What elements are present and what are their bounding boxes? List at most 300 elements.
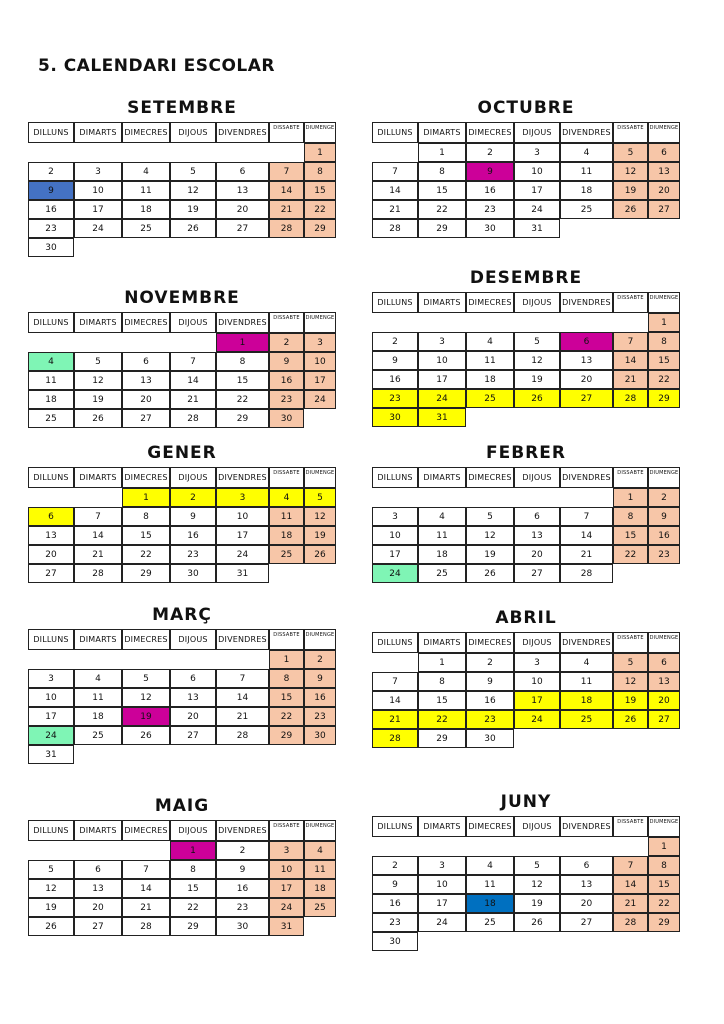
day-cell: 20 — [122, 390, 170, 409]
weekday-header: DIVENDRES — [216, 629, 269, 650]
weekday-header: DISSABTE — [613, 292, 648, 313]
day-cell: 8 — [418, 162, 466, 181]
day-cell: 20 — [560, 894, 613, 913]
day-cell: 9 — [372, 351, 418, 370]
day-cell: 31 — [28, 745, 74, 764]
weekday-header: DIUMENGE — [304, 312, 336, 333]
weekday-header: DIVENDRES — [216, 122, 269, 143]
day-cell: 3 — [418, 332, 466, 351]
day-cell: 14 — [74, 526, 122, 545]
month-name: FEBRER — [486, 443, 566, 463]
weekday-header: DIUMENGE — [648, 632, 680, 653]
weekday-header: DIMECRES — [122, 629, 170, 650]
weekday-header: DIMARTS — [418, 122, 466, 143]
day-cell: 17 — [418, 370, 466, 389]
day-cell: 18 — [418, 545, 466, 564]
weekday-header: DILLUNS — [28, 122, 74, 143]
day-cell: 9 — [170, 507, 216, 526]
day-cell: 27 — [216, 219, 269, 238]
day-cell: 15 — [613, 526, 648, 545]
weekday-header: DILLUNS — [28, 820, 74, 841]
day-cell: 9 — [372, 875, 418, 894]
day-cell: 3 — [372, 507, 418, 526]
day-cell: 29 — [648, 389, 680, 408]
day-cell: 19 — [28, 898, 74, 917]
day-cell: 26 — [74, 409, 122, 428]
day-cell: 19 — [304, 526, 336, 545]
weekday-header: DISSABTE — [613, 816, 648, 837]
day-cell: 16 — [466, 181, 514, 200]
day-cell: 8 — [170, 860, 216, 879]
day-cell: 21 — [613, 894, 648, 913]
day-cell: 5 — [613, 143, 648, 162]
day-cell: 10 — [372, 526, 418, 545]
day-cell: 28 — [216, 726, 269, 745]
day-cell: 18 — [560, 181, 613, 200]
day-cell: 7 — [372, 162, 418, 181]
day-cell: 30 — [466, 219, 514, 238]
weekday-header: DIMARTS — [74, 312, 122, 333]
day-cell: 2 — [372, 332, 418, 351]
day-cell: 23 — [28, 219, 74, 238]
month-name: MAIG — [154, 796, 210, 816]
weekday-header: DIMECRES — [122, 312, 170, 333]
day-cell: 18 — [560, 691, 613, 710]
day-cell: 17 — [74, 200, 122, 219]
weekday-header: DIMECRES — [122, 820, 170, 841]
weekday-header: DIUMENGE — [648, 816, 680, 837]
month-grid — [372, 632, 680, 748]
day-cell: 16 — [304, 688, 336, 707]
weekday-header: DIJOUS — [170, 629, 216, 650]
day-cell: 7 — [74, 507, 122, 526]
month-abril — [372, 608, 680, 748]
day-cell: 2 — [648, 488, 680, 507]
day-cell: 23 — [372, 913, 418, 932]
day-cell: 25 — [418, 564, 466, 583]
weekday-header: DISSABTE — [269, 629, 304, 650]
day-cell: 7 — [216, 669, 269, 688]
day-cell: 22 — [418, 710, 466, 729]
day-cell: 18 — [304, 879, 336, 898]
day-cell: 12 — [74, 371, 122, 390]
day-cell: 4 — [74, 669, 122, 688]
day-cell: 10 — [418, 875, 466, 894]
day-cell: 25 — [466, 913, 514, 932]
weekday-header: DIMECRES — [466, 632, 514, 653]
day-cell: 26 — [304, 545, 336, 564]
weekday-header: DIMARTS — [418, 292, 466, 313]
weekday-header: DIMARTS — [74, 122, 122, 143]
day-cell: 22 — [122, 545, 170, 564]
month-name: MARÇ — [152, 605, 212, 625]
day-cell: 2 — [304, 650, 336, 669]
day-cell: 16 — [372, 370, 418, 389]
day-cell: 1 — [170, 841, 216, 860]
day-cell: 30 — [372, 408, 418, 427]
day-cell: 9 — [466, 162, 514, 181]
day-cell: 20 — [170, 707, 216, 726]
day-cell: 12 — [28, 879, 74, 898]
day-cell: 26 — [122, 726, 170, 745]
day-cell: 8 — [216, 352, 269, 371]
day-cell: 8 — [418, 672, 466, 691]
month-grid — [28, 122, 336, 257]
day-cell: 14 — [170, 371, 216, 390]
weekday-header: DIVENDRES — [560, 467, 613, 488]
day-cell: 14 — [216, 688, 269, 707]
weekday-header: DIVENDRES — [560, 292, 613, 313]
day-cell: 15 — [648, 875, 680, 894]
day-cell: 21 — [613, 370, 648, 389]
day-cell: 1 — [613, 488, 648, 507]
day-cell: 16 — [28, 200, 74, 219]
day-cell: 12 — [122, 688, 170, 707]
weekday-header: DISSABTE — [269, 122, 304, 143]
day-cell: 28 — [560, 564, 613, 583]
day-cell: 6 — [514, 507, 560, 526]
day-cell: 6 — [560, 856, 613, 875]
month-grid — [28, 629, 336, 764]
day-cell: 14 — [613, 351, 648, 370]
day-cell: 8 — [269, 669, 304, 688]
day-cell: 26 — [514, 913, 560, 932]
day-cell: 24 — [269, 898, 304, 917]
day-cell: 10 — [514, 672, 560, 691]
day-cell: 1 — [216, 333, 269, 352]
month-grid — [28, 312, 336, 428]
day-cell: 29 — [170, 917, 216, 936]
day-cell: 1 — [418, 143, 466, 162]
day-cell: 26 — [514, 389, 560, 408]
day-cell: 3 — [514, 143, 560, 162]
month-grid — [372, 122, 680, 238]
day-cell: 16 — [170, 526, 216, 545]
day-cell: 6 — [560, 332, 613, 351]
day-cell: 17 — [514, 691, 560, 710]
day-cell: 30 — [28, 238, 74, 257]
day-cell: 22 — [613, 545, 648, 564]
day-cell: 9 — [269, 352, 304, 371]
day-cell: 23 — [372, 389, 418, 408]
day-cell: 5 — [514, 856, 560, 875]
day-cell: 25 — [74, 726, 122, 745]
day-cell: 22 — [216, 390, 269, 409]
weekday-header: DIUMENGE — [648, 292, 680, 313]
day-cell: 20 — [216, 200, 269, 219]
day-cell: 10 — [74, 181, 122, 200]
day-cell: 29 — [648, 913, 680, 932]
day-cell: 31 — [418, 408, 466, 427]
day-cell: 21 — [560, 545, 613, 564]
day-cell: 5 — [514, 332, 560, 351]
day-cell: 13 — [648, 162, 680, 181]
weekday-header: DISSABTE — [269, 312, 304, 333]
weekday-header: DIMARTS — [418, 632, 466, 653]
month-desembre — [372, 268, 680, 427]
day-cell: 27 — [28, 564, 74, 583]
day-cell: 29 — [269, 726, 304, 745]
day-cell: 4 — [122, 162, 170, 181]
day-cell: 17 — [28, 707, 74, 726]
day-cell: 30 — [170, 564, 216, 583]
month-setembre — [28, 98, 336, 257]
day-cell: 23 — [216, 898, 269, 917]
day-cell: 28 — [613, 389, 648, 408]
day-cell: 11 — [466, 875, 514, 894]
day-cell: 20 — [74, 898, 122, 917]
day-cell: 9 — [28, 181, 74, 200]
day-cell: 24 — [418, 389, 466, 408]
day-cell: 31 — [216, 564, 269, 583]
day-cell: 21 — [216, 707, 269, 726]
day-cell: 5 — [74, 352, 122, 371]
day-cell: 7 — [560, 507, 613, 526]
day-cell: 7 — [372, 672, 418, 691]
day-cell: 18 — [466, 370, 514, 389]
weekday-header: DIJOUS — [514, 816, 560, 837]
month-name: DESEMBRE — [469, 268, 583, 288]
weekday-header: DIMARTS — [74, 820, 122, 841]
weekday-header: DIUMENGE — [304, 122, 336, 143]
day-cell: 23 — [466, 710, 514, 729]
weekday-header: DILLUNS — [372, 816, 418, 837]
day-cell: 23 — [170, 545, 216, 564]
page-title: 5. CALENDARI ESCOLAR — [38, 56, 275, 76]
day-cell: 13 — [560, 875, 613, 894]
weekday-header: DISSABTE — [269, 467, 304, 488]
weekday-header: DIMECRES — [466, 292, 514, 313]
day-cell: 11 — [466, 351, 514, 370]
weekday-header: DIMARTS — [418, 816, 466, 837]
day-cell: 24 — [74, 219, 122, 238]
day-cell: 7 — [170, 352, 216, 371]
day-cell: 17 — [372, 545, 418, 564]
day-cell: 8 — [648, 856, 680, 875]
day-cell: 7 — [122, 860, 170, 879]
day-cell: 11 — [560, 162, 613, 181]
weekday-header: DIJOUS — [514, 292, 560, 313]
day-cell: 12 — [170, 181, 216, 200]
day-cell: 19 — [74, 390, 122, 409]
month-grid — [28, 820, 336, 936]
day-cell: 25 — [560, 710, 613, 729]
weekday-header: DILLUNS — [28, 629, 74, 650]
weekday-header: DILLUNS — [372, 632, 418, 653]
day-cell: 6 — [648, 143, 680, 162]
day-cell: 1 — [304, 143, 336, 162]
day-cell: 17 — [269, 879, 304, 898]
weekday-header: DIVENDRES — [216, 820, 269, 841]
month-name: JUNY — [500, 792, 552, 812]
day-cell: 14 — [269, 181, 304, 200]
weekday-header: DIVENDRES — [560, 122, 613, 143]
day-cell: 4 — [560, 653, 613, 672]
weekday-header: DIJOUS — [514, 122, 560, 143]
day-cell: 8 — [648, 332, 680, 351]
day-cell: 13 — [28, 526, 74, 545]
day-cell: 6 — [74, 860, 122, 879]
day-cell: 21 — [170, 390, 216, 409]
weekday-header: DIMARTS — [418, 467, 466, 488]
day-cell: 27 — [74, 917, 122, 936]
day-cell: 24 — [372, 564, 418, 583]
month-octubre — [372, 98, 680, 238]
month-juny — [372, 792, 680, 951]
day-cell: 20 — [28, 545, 74, 564]
day-cell: 1 — [418, 653, 466, 672]
month-name: ABRIL — [495, 608, 557, 628]
day-cell: 28 — [372, 219, 418, 238]
day-cell: 28 — [74, 564, 122, 583]
weekday-header: DIJOUS — [514, 467, 560, 488]
day-cell: 10 — [304, 352, 336, 371]
month-name: OCTUBRE — [477, 98, 575, 118]
day-cell: 27 — [122, 409, 170, 428]
weekday-header: DIJOUS — [514, 632, 560, 653]
month-grid — [372, 816, 680, 951]
day-cell: 26 — [170, 219, 216, 238]
day-cell: 26 — [466, 564, 514, 583]
day-cell: 15 — [216, 371, 269, 390]
day-cell: 8 — [304, 162, 336, 181]
day-cell: 14 — [560, 526, 613, 545]
day-cell: 13 — [514, 526, 560, 545]
day-cell: 5 — [613, 653, 648, 672]
day-cell: 29 — [418, 729, 466, 748]
day-cell: 26 — [28, 917, 74, 936]
day-cell: 30 — [466, 729, 514, 748]
day-cell: 25 — [304, 898, 336, 917]
day-cell: 25 — [560, 200, 613, 219]
day-cell: 20 — [648, 181, 680, 200]
day-cell: 23 — [466, 200, 514, 219]
day-cell: 10 — [514, 162, 560, 181]
day-cell: 25 — [269, 545, 304, 564]
weekday-header: DIMECRES — [466, 816, 514, 837]
day-cell: 28 — [613, 913, 648, 932]
month-gener — [28, 443, 336, 583]
day-cell: 19 — [466, 545, 514, 564]
day-cell: 30 — [372, 932, 418, 951]
day-cell: 19 — [170, 200, 216, 219]
day-cell: 10 — [28, 688, 74, 707]
day-cell: 23 — [304, 707, 336, 726]
day-cell: 7 — [613, 332, 648, 351]
day-cell: 24 — [216, 545, 269, 564]
day-cell: 8 — [122, 507, 170, 526]
day-cell: 11 — [304, 860, 336, 879]
day-cell: 2 — [216, 841, 269, 860]
day-cell: 26 — [613, 710, 648, 729]
day-cell: 12 — [613, 672, 648, 691]
day-cell: 1 — [122, 488, 170, 507]
month-name: GENER — [147, 443, 217, 463]
day-cell: 27 — [648, 710, 680, 729]
month-name: NOVEMBRE — [124, 288, 240, 308]
day-cell: 19 — [613, 691, 648, 710]
day-cell: 24 — [514, 710, 560, 729]
day-cell: 3 — [269, 841, 304, 860]
day-cell: 4 — [304, 841, 336, 860]
day-cell: 24 — [514, 200, 560, 219]
day-cell: 19 — [514, 370, 560, 389]
day-cell: 17 — [514, 181, 560, 200]
day-cell: 12 — [466, 526, 514, 545]
day-cell: 27 — [514, 564, 560, 583]
day-cell: 16 — [466, 691, 514, 710]
day-cell: 21 — [372, 710, 418, 729]
day-cell: 16 — [372, 894, 418, 913]
day-cell: 17 — [418, 894, 466, 913]
day-cell: 19 — [514, 894, 560, 913]
day-cell: 15 — [304, 181, 336, 200]
weekday-header: DIMARTS — [74, 629, 122, 650]
weekday-header: DIJOUS — [170, 820, 216, 841]
month-març — [28, 605, 336, 764]
month-grid — [372, 292, 680, 427]
day-cell: 28 — [269, 219, 304, 238]
day-cell: 3 — [28, 669, 74, 688]
weekday-header: DIJOUS — [170, 312, 216, 333]
day-cell: 15 — [648, 351, 680, 370]
weekday-header: DIMECRES — [122, 467, 170, 488]
day-cell: 28 — [372, 729, 418, 748]
day-cell: 22 — [418, 200, 466, 219]
day-cell: 21 — [372, 200, 418, 219]
day-cell: 13 — [122, 371, 170, 390]
day-cell: 18 — [122, 200, 170, 219]
day-cell: 25 — [466, 389, 514, 408]
month-grid — [372, 467, 680, 583]
day-cell: 20 — [514, 545, 560, 564]
day-cell: 22 — [648, 894, 680, 913]
day-cell: 22 — [269, 707, 304, 726]
day-cell: 14 — [372, 691, 418, 710]
day-cell: 21 — [122, 898, 170, 917]
day-cell: 16 — [216, 879, 269, 898]
weekday-header: DISSABTE — [613, 632, 648, 653]
day-cell: 25 — [28, 409, 74, 428]
day-cell: 2 — [466, 143, 514, 162]
day-cell: 27 — [560, 913, 613, 932]
weekday-header: DIMECRES — [122, 122, 170, 143]
day-cell: 24 — [304, 390, 336, 409]
day-cell: 2 — [28, 162, 74, 181]
day-cell: 12 — [304, 507, 336, 526]
day-cell: 3 — [418, 856, 466, 875]
day-cell: 31 — [269, 917, 304, 936]
day-cell: 10 — [418, 351, 466, 370]
day-cell: 29 — [122, 564, 170, 583]
day-cell: 11 — [269, 507, 304, 526]
day-cell: 11 — [28, 371, 74, 390]
day-cell: 22 — [648, 370, 680, 389]
day-cell: 5 — [170, 162, 216, 181]
day-cell: 10 — [216, 507, 269, 526]
month-febrer — [372, 443, 680, 583]
day-cell: 20 — [648, 691, 680, 710]
day-cell: 14 — [122, 879, 170, 898]
day-cell: 19 — [613, 181, 648, 200]
month-maig — [28, 796, 336, 936]
day-cell: 1 — [648, 837, 680, 856]
day-cell: 1 — [648, 313, 680, 332]
day-cell: 2 — [372, 856, 418, 875]
day-cell: 5 — [28, 860, 74, 879]
weekday-header: DILLUNS — [28, 312, 74, 333]
weekday-header: DILLUNS — [372, 467, 418, 488]
